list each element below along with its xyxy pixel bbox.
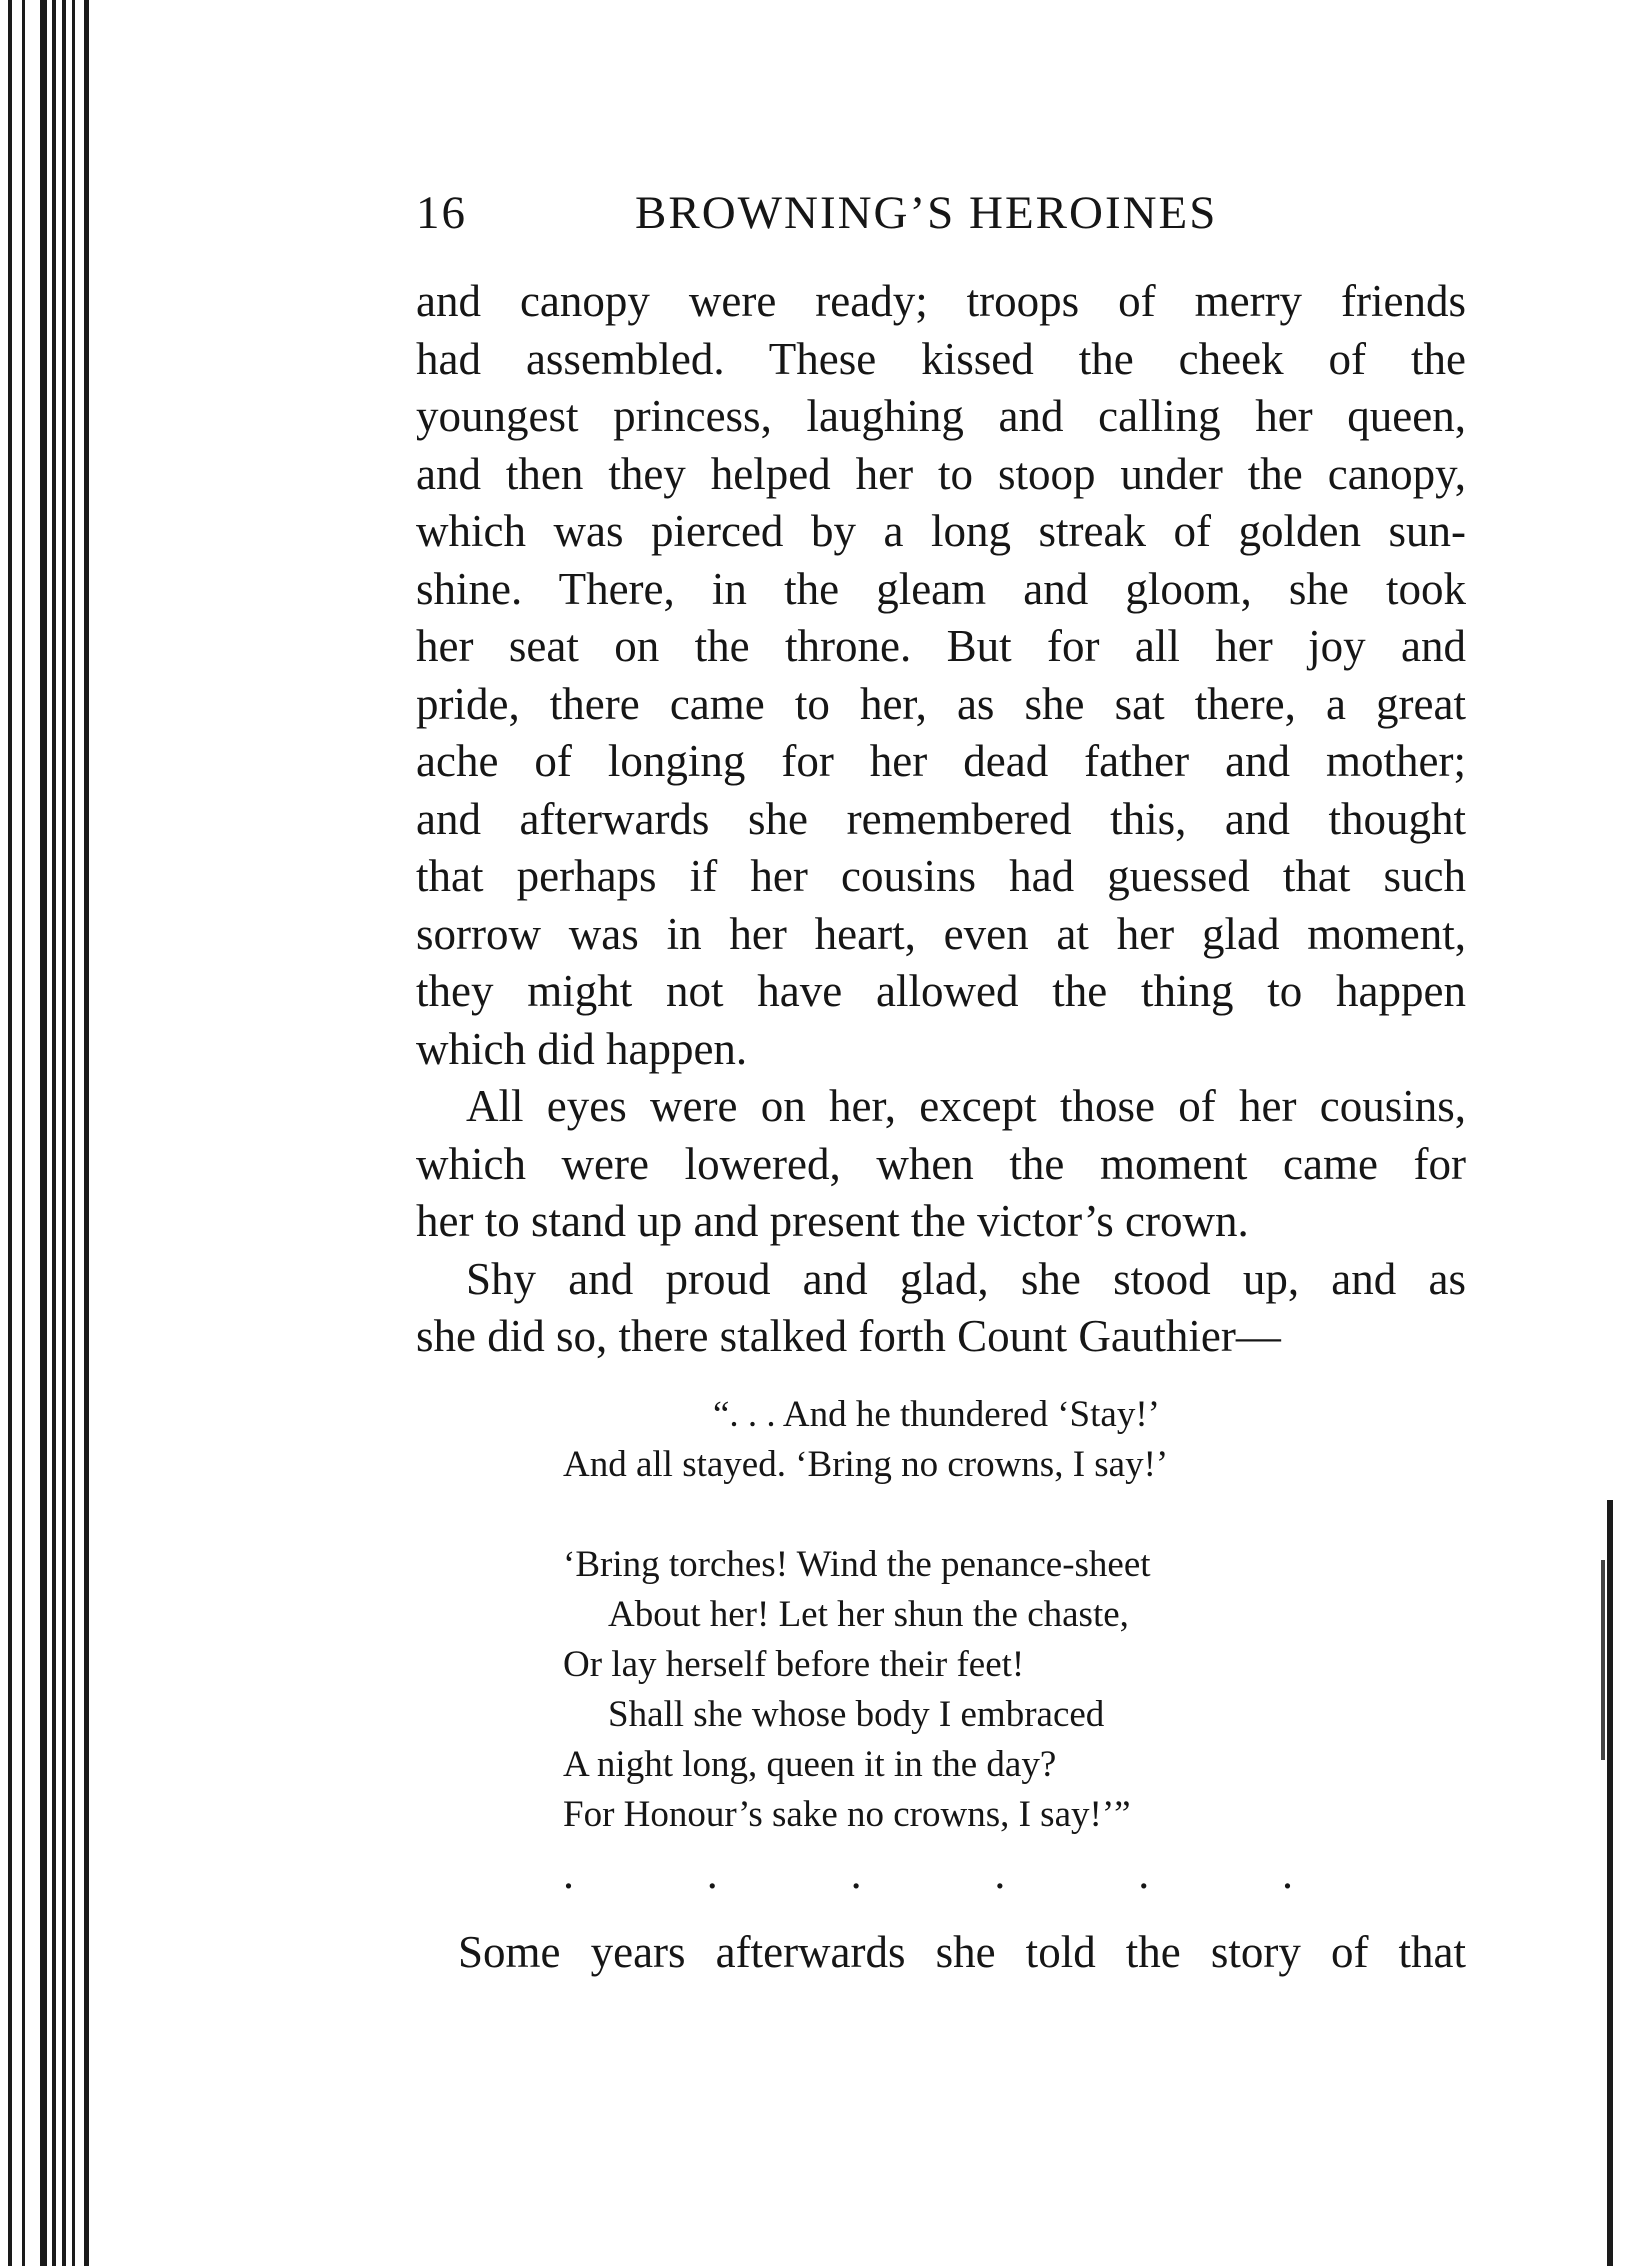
text-line: youngest princess, laughing and calling her queen, [416,391,1466,441]
text-line: she did so, there stalked forth Count Gauthier— [416,1311,1281,1361]
gutter-line [40,0,47,2266]
ellipsis-dot: . [994,1849,1006,1898]
text-line: and then they helped her to stoop under the canopy, [416,448,1466,499]
poem-line: About her! Let her shun the chaste, [608,1594,1129,1635]
ellipsis-dot: . [563,1849,574,1898]
text-line: her to stand up and present the victor’s crown. [416,1196,1249,1246]
gutter-line [8,0,12,2266]
text-line: that perhaps if her cousins had guessed that such [416,851,1466,901]
gutter-line [62,0,66,2266]
text-line: sorrow was in her heart, even at her glad moment, [416,908,1466,959]
text-line: shine. There, in the gleam and gloom, she took [416,563,1466,614]
ellipsis-row [563,1848,1293,1899]
ellipsis-dot: . [850,1849,862,1898]
text-line: and canopy were ready; troops of merry friends [416,276,1466,326]
running-head: BROWNING’S HEROINES [635,187,1218,239]
text-line: they might not have allowed the thing to happen [416,966,1466,1016]
poem-line: Or lay herself before their feet! [563,1644,1025,1685]
ellipsis-dot: . [1281,1849,1293,1898]
gutter-line [84,0,89,2266]
poem-line: ‘Bring torches! Wind the penance-sheet [563,1544,1151,1585]
text-line: All eyes were on her, except those of her cousins, [466,1081,1466,1131]
gutter-line [52,0,56,2266]
text-line: and afterwards she remembered this, and thought [416,793,1466,844]
text-line: her seat on the throne. But for all her joy and [416,621,1466,671]
text-line: which was pierced by a long streak of golden sun- [416,506,1466,556]
poem-stanza [563,1390,1168,1490]
page-number: 16 [416,187,467,239]
poem-line: And all stayed. ‘Bring no crowns, I say!’ [563,1444,1169,1485]
text-line: ache of longing for her dead father and mother; [416,736,1466,786]
gutter-line [72,0,75,2266]
poem-line: Shall she whose body I embraced [608,1694,1105,1735]
text-line: pride, there came to her, as she sat there, a great [416,678,1466,729]
final-text-line: Some years afterwards she told the story of that [458,1927,1466,1977]
binding-gutter [0,0,100,2266]
ellipsis-dot: . [706,1849,718,1898]
page-header [416,186,1516,246]
text-line: had assembled. These kissed the cheek of the [416,333,1466,384]
text-line: which were lowered, when the moment came for [416,1138,1466,1189]
poem-stanza [563,1540,1151,1840]
text-line: Shy and proud and glad, she stood up, and as [466,1253,1466,1304]
poem-line: A night long, queen it in the day? [563,1744,1057,1785]
body-text [416,273,1466,1366]
page-edge-shadow [1601,1560,1605,1760]
text-line: which did happen. [416,1023,748,1074]
poem-line: “. . . And he thundered ‘Stay!’ [713,1394,1160,1435]
ellipsis-dot: . [1138,1849,1150,1898]
page-edge-shadow [1607,1500,1613,2266]
poem-line: For Honour’s sake no crowns, I say!’” [563,1794,1131,1835]
gutter-line [22,0,25,2266]
